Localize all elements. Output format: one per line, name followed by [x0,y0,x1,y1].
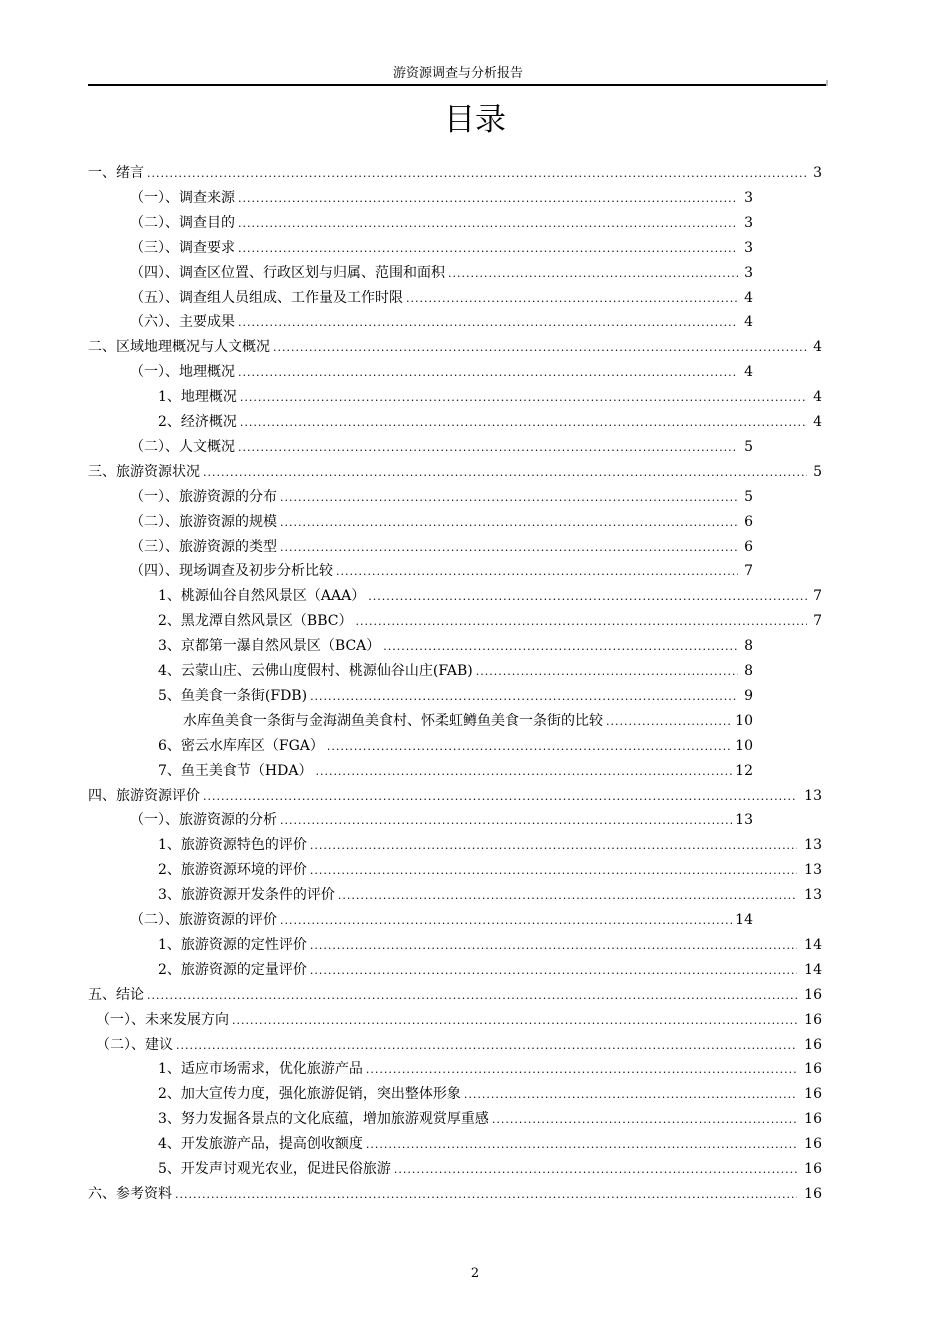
toc-entry-page: 10 [735,712,753,729]
toc-dot-leader [203,462,807,484]
toc-entry[interactable] [96,1009,822,1031]
toc-entry[interactable] [158,1133,822,1155]
toc-dot-leader [203,786,797,808]
toc-entry-page: 16 [804,1011,822,1028]
toc-entry-page: 6 [744,538,753,555]
toc-entry[interactable] [88,1183,822,1205]
toc-entry-label: 1、适应市场需求，优化旅游产品 [158,1061,363,1078]
toc-entry-label: 1、旅游资源特色的评价 [158,837,307,854]
toc-entry[interactable] [158,735,753,757]
toc-entry-label: 二、区域地理概况与人文概况 [88,339,270,356]
toc-entry[interactable] [130,536,753,558]
toc-dot-leader [280,512,738,534]
toc-entry-page: 16 [804,1061,822,1078]
toc-entry[interactable] [158,386,822,408]
toc-dot-leader [232,1010,797,1032]
toc-entry-label: （二）、建议 [96,1036,173,1053]
toc-entry-page: 3 [744,214,753,231]
toc-dot-leader [310,860,797,882]
toc-dot-leader [238,362,738,384]
toc-title: 目录 [444,102,506,138]
toc-entry[interactable] [130,909,753,931]
toc-entry[interactable] [158,934,822,956]
toc-entry[interactable] [88,984,822,1006]
toc-dot-leader [327,736,732,758]
toc-entry[interactable] [158,610,822,632]
toc-dot-leader [310,835,797,857]
toc-dot-leader [368,586,810,608]
toc-dot-leader [366,1134,797,1156]
toc-entry-page: 4 [744,314,753,331]
toc-entry-page: 5 [744,488,753,505]
toc-entry[interactable] [96,1034,822,1056]
toc-entry-label: （一）、调查来源 [130,189,235,206]
toc-dot-leader [238,437,738,459]
toc-entry[interactable] [130,511,753,533]
toc-entry[interactable] [158,685,753,707]
toc-entry-page: 16 [804,1185,822,1202]
toc-entry-label: 2、黑龙潭自然风景区（BBC） [158,613,353,630]
toc-dot-leader [280,537,738,559]
toc-entry[interactable] [130,560,753,582]
toc-entry-label: 5、开发声讨观光农业，促进民俗旅游 [158,1161,391,1177]
toc-entry-page: 16 [804,1161,822,1177]
toc-dot-leader [238,312,738,334]
toc-entry-page: 7 [744,563,753,580]
toc-entry-label: （五）、调查组人员组成、工作量及工作时限 [130,289,403,306]
toc-dot-leader [310,686,738,708]
header-rule [88,84,828,86]
toc-dot-leader [394,1159,797,1181]
toc-entry-label: 4、开发旅游产品，提高创收额度 [158,1136,363,1153]
toc-entry-label: （六）、主要成果 [130,314,235,331]
toc-entry-label: （三）、调查要求 [130,239,235,256]
toc-dot-leader [464,1084,797,1106]
toc-dot-leader [355,611,807,633]
toc-entry-page: 4 [813,339,822,356]
toc-entry-page: 3 [744,189,753,206]
toc-entry[interactable] [130,262,753,284]
toc-entry[interactable] [158,859,822,881]
toc-dot-leader [176,1035,797,1057]
toc-dot-leader [606,711,732,733]
toc-dot-leader [366,1059,797,1081]
toc-dot-leader [280,910,732,932]
toc-dot-leader [406,288,738,310]
toc-entry-label: （一）、未来发展方向 [96,1011,229,1028]
toc-dot-leader [476,661,738,683]
toc-entry-page: 13 [804,862,822,879]
toc-entry[interactable] [88,336,822,358]
toc-entry[interactable] [88,162,822,184]
toc-dot-leader [383,636,738,658]
toc-entry-page: 3 [744,264,753,281]
toc-entry[interactable] [158,834,822,856]
toc-entry[interactable] [158,884,822,906]
toc-entry-label: 1、地理概况 [158,389,237,406]
toc-entry-page: 3 [744,239,753,256]
toc-entry[interactable] [130,361,753,383]
toc-entry[interactable] [130,287,753,309]
toc-entry-label: 六、参考资料 [88,1185,172,1202]
toc-entry-page: 8 [744,638,753,655]
toc-entry-label: 5、鱼美食一条街(FDB) [158,687,308,704]
toc-entry-page: 6 [744,513,753,530]
toc-dot-leader [238,213,738,235]
toc-dot-leader [310,960,797,982]
toc-entry-label: （四）、现场调查及初步分析比较 [130,563,333,580]
toc-dot-leader [492,1109,797,1131]
toc-entry[interactable] [130,809,753,831]
toc-entry-label: （一）、地理概况 [130,364,235,381]
toc-entry[interactable] [88,785,822,807]
toc-entry-label: 四、旅游资源评价 [88,787,200,804]
toc-dot-leader [280,487,738,509]
toc-entry[interactable] [158,1108,822,1130]
toc-entry-page: 16 [804,1111,822,1128]
toc-entry[interactable] [130,311,753,333]
toc-dot-leader [238,188,738,210]
toc-dot-leader [336,561,738,583]
toc-entry-page: 13 [804,787,822,804]
toc-entry[interactable] [130,436,753,458]
toc-entry-page: 7 [813,613,822,630]
toc-entry-page: 16 [804,1136,822,1153]
toc-dot-leader [175,1184,797,1206]
toc-entry-page: 3 [813,165,822,181]
toc-dot-leader [147,985,797,1007]
toc-entry-page: 14 [804,936,822,953]
header-rule-mark [826,80,828,86]
toc-entry-label: 3、京都第一瀑自然风景区（BCA） [158,638,381,655]
toc-entry-label: （二）、旅游资源的评价 [130,912,277,928]
toc-dot-leader [273,337,807,359]
toc-entry-label: 3、旅游资源开发条件的评价 [158,887,335,904]
toc-entry-page: 13 [735,812,753,829]
toc-entry-label: 1、旅游资源的定性评价 [158,936,307,953]
toc-entry[interactable] [158,1083,822,1105]
toc-entry-page: 10 [735,737,753,754]
toc-entry[interactable] [158,585,822,607]
toc-entry-label: （四）、调查区位置、行政区划与归属、范围和面积 [130,264,445,281]
toc-entry[interactable] [158,411,822,433]
toc-entry-label: 水库鱼美食一条街与金海湖鱼美食村、怀柔虹鳟鱼美食一条街的比较 [183,712,603,729]
toc-entry-page: 14 [735,912,753,928]
toc-entry-label: 2、经济概况 [158,414,237,430]
toc-entry-label: 一、绪言 [88,165,144,181]
toc-dot-leader [238,238,738,260]
toc-entry[interactable] [130,486,753,508]
toc-entry-page: 8 [744,663,753,679]
toc-entry[interactable] [158,760,753,782]
toc-dot-leader [147,163,807,185]
toc-entry-label: （一）、旅游资源的分布 [130,488,277,505]
toc-dot-leader [280,810,732,832]
toc-entry[interactable] [158,1058,822,1080]
toc-entry-label: （二）、旅游资源的规模 [130,513,277,530]
toc-entry-label: 2、旅游资源环境的评价 [158,862,307,879]
toc-entry-page: 5 [813,463,822,480]
toc-entry-label: （一）、旅游资源的分析 [130,812,277,829]
toc-dot-leader [240,387,807,409]
toc-entry-label: 2、旅游资源的定量评价 [158,961,307,978]
toc-entry-label: （二）、调查目的 [130,214,235,231]
toc-entry-page: 14 [804,961,822,978]
toc-entry[interactable] [130,187,753,209]
toc-entry-page: 16 [804,1086,822,1103]
toc-entry-label: 五、结论 [88,986,144,1003]
toc-entry[interactable] [158,1158,822,1180]
toc-entry-page: 4 [744,289,753,306]
toc-entry-page: 12 [735,762,753,779]
toc-dot-leader [315,761,732,783]
toc-entry[interactable] [130,212,753,234]
toc-entry[interactable] [88,461,822,483]
toc-entry-label: （二）、人文概况 [130,438,235,455]
toc-entry[interactable] [158,959,822,981]
toc-entry-label: 2、加大宣传力度，强化旅游促销，突出整体形象 [158,1086,461,1103]
toc-entry-label: 3、努力发掘各景点的文化底蕴，增加旅游观赏厚重感 [158,1111,489,1128]
toc-entry-page: 4 [813,389,822,406]
toc-entry[interactable] [158,660,753,682]
toc-dot-leader [448,263,738,285]
toc-dot-leader [338,885,797,907]
toc-entry-page: 16 [804,1036,822,1053]
toc-entry-page: 13 [804,887,822,904]
toc-entry[interactable] [183,710,753,732]
toc-entry-page: 7 [813,588,822,605]
toc-entry-label: 7、鱼王美食节（HDA） [158,762,313,779]
toc-entry[interactable] [130,237,753,259]
toc-entry-label: （三）、旅游资源的类型 [130,538,277,555]
toc-entry-page: 13 [804,837,822,854]
toc-dot-leader [240,412,807,434]
toc-entry-page: 16 [804,986,822,1003]
toc-entry-label: 4、云蒙山庄、云佛山度假村、桃源仙谷山庄(FAB) [158,663,473,679]
toc-entry-page: 5 [744,438,753,455]
toc-dot-leader [310,935,797,957]
toc-entry-label: 6、密云水库库区（FGA） [158,737,324,754]
toc-entry[interactable] [158,635,753,657]
toc-entry-label: 三、旅游资源状况 [88,463,200,480]
toc-entry-page: 4 [813,414,822,430]
toc-entry-page: 9 [744,687,753,704]
running-header: 游资源调查与分析报告 [392,66,523,81]
toc-entry-page: 4 [744,364,753,381]
toc-entry-label: 1、桃源仙谷自然风景区（AAA） [158,588,366,605]
page-number: 2 [470,1266,480,1281]
